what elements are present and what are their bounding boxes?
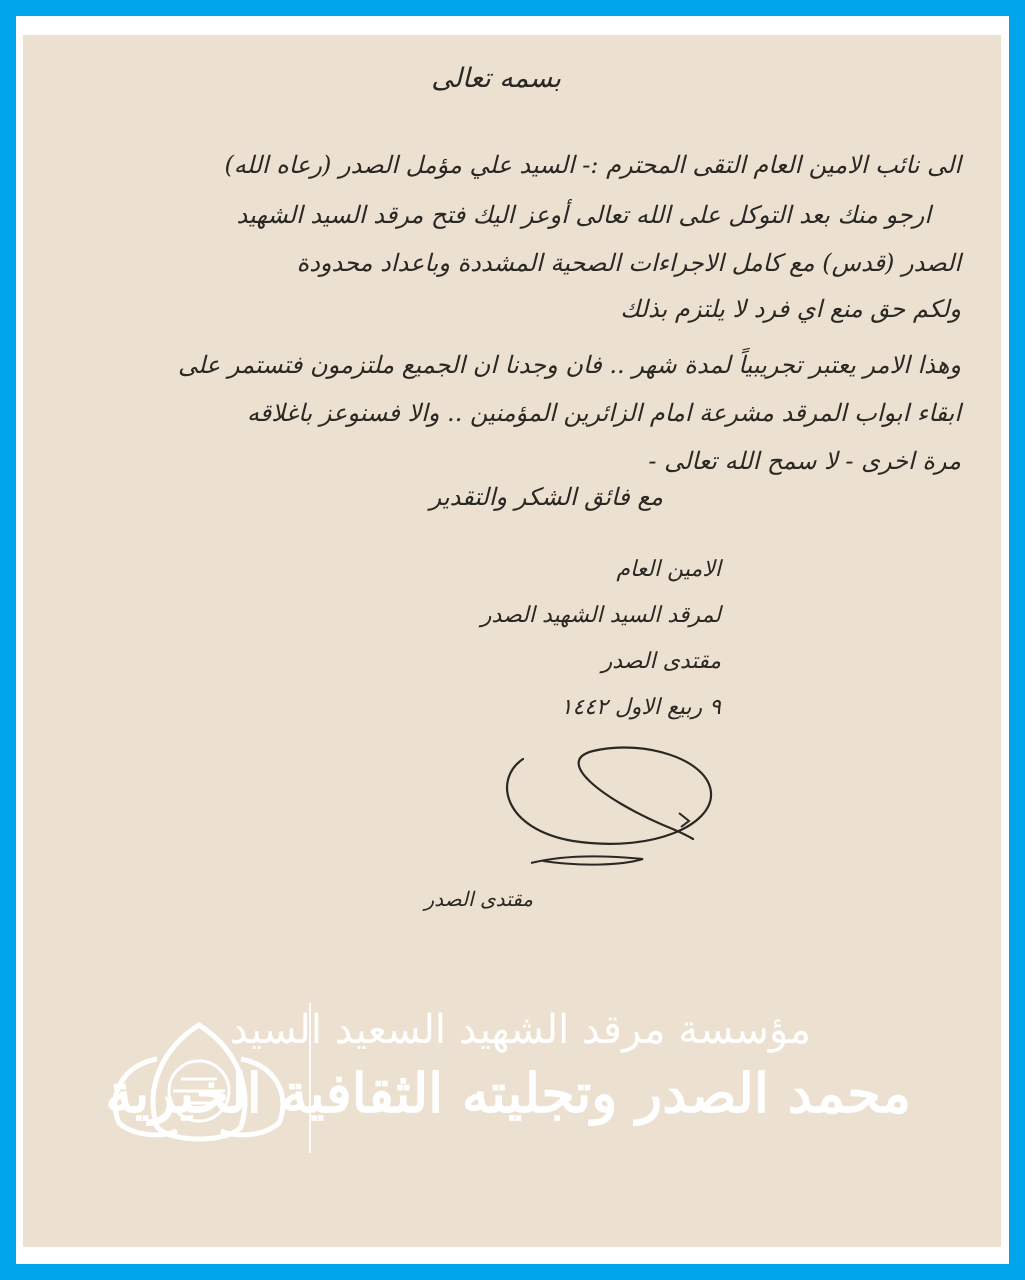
signature-block-date: ٩ ربيع الاول ١٤٤٢: [560, 695, 721, 720]
foundation-name-line1: مؤسسة مرقد الشهيد السعيد السيد: [229, 1007, 811, 1053]
letter-line: ولكم حق منع اي فرد لا يلتزم بذلك: [620, 295, 961, 323]
letter-line: وهذا الامر يعتبر تجريبياً لمدة شهر .. فان وجدنا ان الجميع ملتزمون فتستمر على: [177, 351, 961, 379]
letter-line: ارجو منك بعد التوكل على الله تعالى أوعز اليك فتح مرقد السيد الشهيد: [236, 201, 931, 229]
closing-line: مع فائق الشكر والتقدير: [429, 483, 663, 511]
signature-name: مقتدى الصدر: [424, 887, 533, 911]
letter-line: الصدر (قدس) مع كامل الاجراءات الصحية المشددة وباعداد محدودة: [296, 249, 961, 277]
foundation-footer: [23, 995, 1001, 1195]
handwritten-signature: [483, 729, 723, 869]
signature-block-line: الامين العام: [616, 557, 721, 582]
foundation-name-line2: محمد الصدر وتجليته الثقافية الخيرية: [105, 1061, 911, 1125]
letter-line: مرة اخرى - لا سمح الله تعالى -: [648, 447, 961, 475]
basmala-heading: بسمه تعالى: [431, 63, 561, 94]
page-frame: [16, 16, 1009, 1264]
letter-line: ابقاء ابواب المرقد مشرعة امام الزائرين المؤمنين .. والا فسنوعز باغلاقه: [246, 399, 961, 427]
signature-block-line: لمرقد السيد الشهيد الصدر: [480, 603, 721, 628]
signature-block-line: مقتدى الصدر: [601, 649, 721, 674]
letter-paper: [23, 35, 1001, 1247]
letter-line: الى نائب الامين العام التقى المحترم :- السيد علي مؤمل الصدر (رعاه الله): [224, 151, 961, 179]
